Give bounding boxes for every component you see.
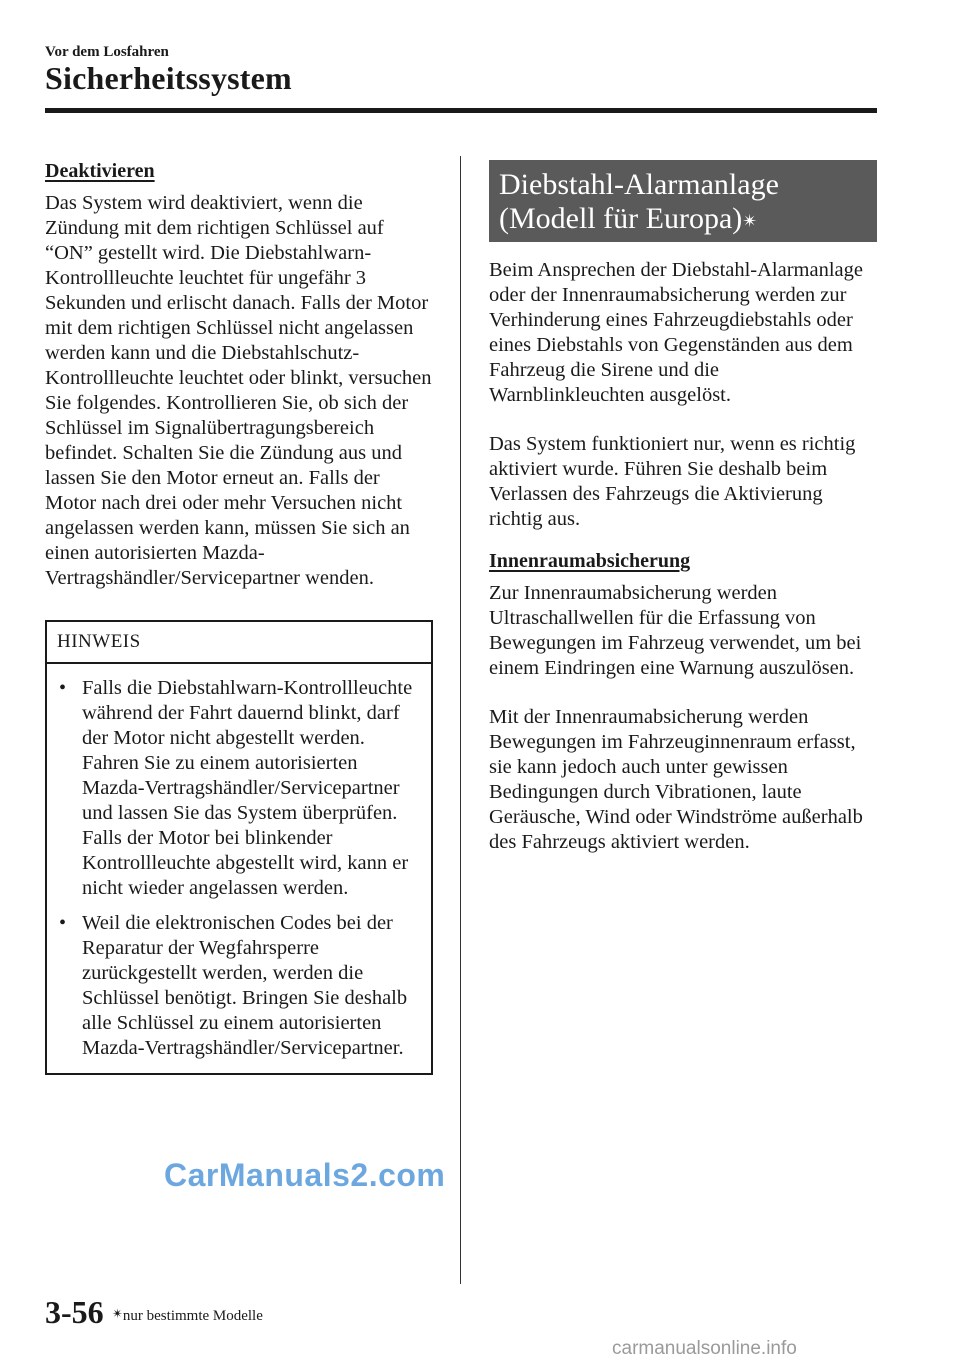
section-label: Vor dem Losfahren [45, 44, 169, 60]
banner-line-2-text: (Modell für Europa) [499, 202, 743, 235]
banner-line-2 [499, 202, 867, 236]
footnote-text: nur bestimmte Modelle [122, 1308, 263, 1324]
note-item: • Falls die Diebstahlwarn-Kontrollleuchte während der Fahrt dauernd blinkt, darf der Motor nicht abgestellt werden. Fahren Sie zu einem autorisierten Mazda-Vertragshändler/Servicepartner und lassen Sie das System überprüfen. Falls der Motor bei blinkender Kontrollleuchte abgestellt wird, kann er nicht wieder angelassen werden. [55, 676, 423, 901]
note-item: • Weil die elektronischen Codes bei der Reparatur der Wegfahrsperre zurückgestellt werden, werden die Schlüssel benötigt. Bringen Sie deshalb alle Schlüssel zu einem autorisierten Mazda-Vertragshändler/Servicepartner. [55, 911, 423, 1061]
intro-paragraph-2: Das System funktioniert nur, wenn es richtig aktiviert wurde. Führen Sie deshalb beim Verlassen des Fahrzeugs die Aktivierung richtig aus. [489, 433, 856, 530]
footnote [112, 1308, 263, 1325]
deaktivieren-paragraph: Das System wird deaktiviert, wenn die Zündung mit dem richtigen Schlüssel auf “ON” gestellt wird. Die Diebstahlwarn-Kontrollleuchte leuchtet für ungefähr 3 Sekunden und erlischt danach. Falls der Motor mit dem richtigen Schlüssel nicht angelassen werden kann und die Diebstahlschutz-Kontrollleuchte leuchtet oder blinkt, versuchen Sie folgendes. Kontrollieren Sie, ob sich der Schlüssel im Signalübertragungsbereich befindet. Schalten Sie die Zündung aus und lassen Sie den Motor erneut an. Falls der Motor nach drei oder mehr Versuchen nicht angelassen werden kann, müssen Sie sich an einen autorisierten Mazda-Vertragshändler/Servicepartner wenden. [45, 192, 432, 589]
innenraum-paragraph-1: Zur Innenraumabsicherung werden Ultraschallwellen für die Erfassung von Bewegungen im Fahrzeug verwendet, um bei einem Eindringen eine Warnung auszulösen. [489, 582, 862, 679]
banner-line-1: Diebstahl-Alarmanlage [499, 168, 779, 201]
watermark-center: CarManuals2.com [164, 1157, 446, 1193]
note-box [45, 620, 433, 1075]
deaktivieren-heading: Deaktivieren [45, 160, 155, 182]
innenraum-paragraph-2: Mit der Innenraumabsicherung werden Bewegungen im Fahrzeuginnenraum erfasst, sie kann jedoch auch unter gewissen Bedingungen durch Vibrationen, laute Geräusche, Wind oder Windströme außerhalb des Fahrzeugs aktiviert werden. [489, 706, 863, 853]
page-title: Sicherheitssystem [45, 60, 292, 96]
footnote-star-icon: ✴ [112, 1306, 123, 1321]
watermark-bottom: carmanualsonline.info [612, 1338, 797, 1359]
right-body [489, 258, 877, 855]
note-list [47, 664, 431, 1073]
left-column [45, 158, 433, 1075]
intro-paragraph-1: Beim Ansprechen der Diebstahl-Alarmanlage oder der Innenraumabsicherung werden zur Verhinderung eines Fahrzeugdiebstahls oder eines Diebstahls von Gegenständen aus dem Fahrzeug die Sirene und die Warnblinkleuchten ausgelöst. [489, 259, 863, 406]
section-banner [489, 160, 877, 242]
innenraum-heading: Innenraumabsicherung [489, 550, 691, 572]
banner-star-icon: ✴ [742, 211, 758, 231]
right-column [489, 160, 877, 855]
note-title: HINWEIS [47, 622, 431, 664]
header-rule [45, 108, 877, 113]
page-number: 3-56 [45, 1294, 104, 1330]
column-divider [460, 156, 461, 1284]
